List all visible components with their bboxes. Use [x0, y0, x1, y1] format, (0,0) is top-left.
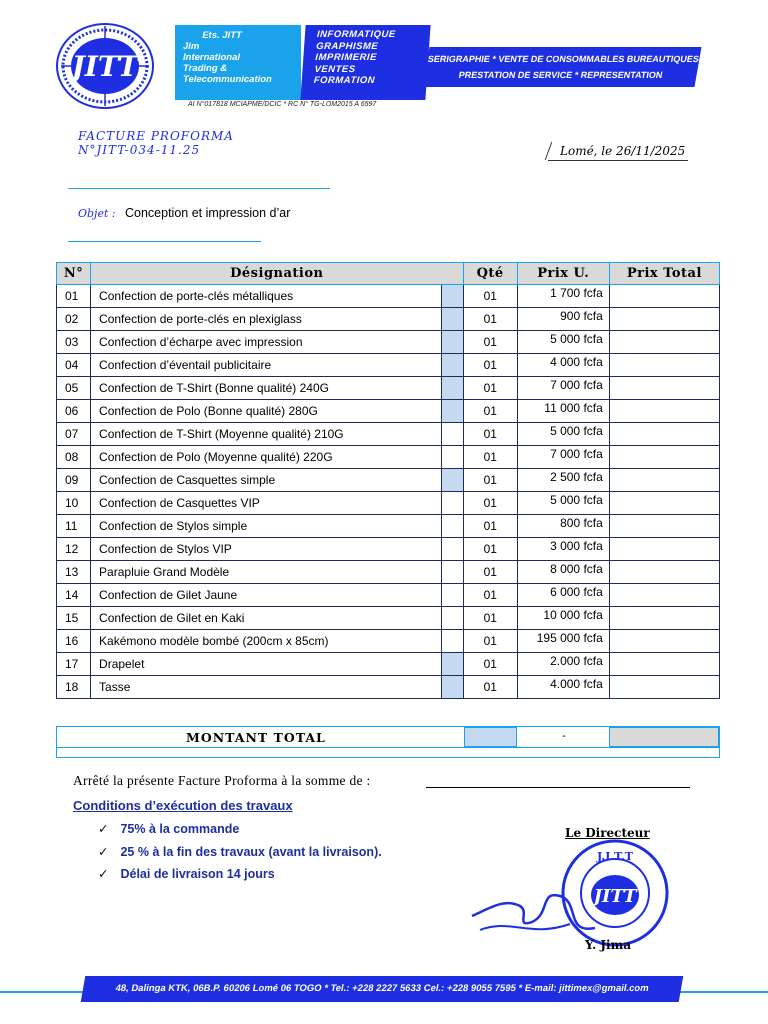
row-num: 06 [57, 400, 91, 423]
row-unit-price: 6 000 fcfa [517, 584, 609, 607]
row-unit-price: 800 fcfa [517, 515, 609, 538]
row-designation: Confection de Gilet Jaune [91, 584, 442, 607]
row-total-price [609, 653, 719, 676]
row-num: 05 [57, 377, 91, 400]
row-num: 17 [57, 653, 91, 676]
table-row [57, 630, 720, 653]
row-qty: 01 [463, 331, 517, 354]
row-unit-price: 2.000 fcfa [517, 653, 609, 676]
row-designation: Confection de porte-clés en plexiglass [91, 308, 442, 331]
row-unit-price: 1 700 fcfa [517, 285, 609, 308]
row-qty: 01 [463, 676, 517, 699]
row-unit-price: 4 000 fcfa [517, 354, 609, 377]
row-num: 10 [57, 492, 91, 515]
row-total-price [609, 446, 719, 469]
row-qty: 01 [463, 630, 517, 653]
activities-banner [422, 47, 701, 87]
row-designation: Confection de Stylos simple [91, 515, 442, 538]
row-designation: Tasse [91, 676, 442, 699]
row-spacer [441, 423, 463, 446]
company-line: Ets. JITT [202, 30, 242, 41]
condition-text: 75% à la commande [120, 822, 240, 836]
row-qty: 01 [463, 400, 517, 423]
row-total-price [609, 354, 719, 377]
row-spacer [441, 538, 463, 561]
conditions-title: Conditions d’exécution des travaux [73, 798, 293, 813]
place-date: Lomé, le 26/11/2025 [560, 144, 686, 158]
row-total-price [609, 561, 719, 584]
row-qty: 01 [463, 538, 517, 561]
table-row [57, 400, 720, 423]
row-qty: 01 [463, 561, 517, 584]
row-total-price [609, 584, 719, 607]
row-unit-price: 195 000 fcfa [517, 630, 609, 653]
row-num: 04 [57, 354, 91, 377]
row-total-price [609, 308, 719, 331]
row-num: 16 [57, 630, 91, 653]
row-designation: Confection de T-Shirt (Moyenne qualité) 210G [91, 423, 442, 446]
total-unit-price: - [562, 730, 566, 742]
table-row [57, 308, 720, 331]
condition-text: 25 % à la fin des travaux (avant la livraison). [120, 845, 382, 859]
row-total-price [609, 630, 719, 653]
total-label: MONTANT TOTAL [186, 730, 326, 745]
row-unit-price: 7 000 fcfa [517, 377, 609, 400]
condition-item [98, 844, 382, 859]
row-total-price [609, 515, 719, 538]
row-total-price [609, 607, 719, 630]
row-total-price [609, 538, 719, 561]
row-qty: 01 [463, 308, 517, 331]
objet-label: Objet : [78, 207, 116, 220]
table-row [57, 607, 720, 630]
table-row [57, 492, 720, 515]
row-spacer [441, 400, 463, 423]
row-designation: Confection d’éventail publicitaire [91, 354, 442, 377]
row-total-price [609, 377, 719, 400]
total-qty-cell [464, 727, 517, 747]
table-row [57, 515, 720, 538]
row-unit-price: 10 000 fcfa [517, 607, 609, 630]
condition-text: Délai de livraison 14 jours [120, 867, 275, 881]
row-total-price [609, 400, 719, 423]
row-spacer [441, 492, 463, 515]
col-header-num: N° [57, 263, 91, 285]
row-designation: Confection de Polo (Moyenne qualité) 220G [91, 446, 442, 469]
row-spacer [441, 561, 463, 584]
row-designation: Confection de Stylos VIP [91, 538, 442, 561]
date-underline [548, 160, 688, 161]
row-spacer [441, 676, 463, 699]
row-unit-price: 900 fcfa [517, 308, 609, 331]
service-line: GRAPHISME [315, 40, 379, 52]
row-unit-price: 5 000 fcfa [517, 492, 609, 515]
row-designation: Confection de Polo (Bonne qualité) 280G [91, 400, 442, 423]
row-unit-price: 11 000 fcfa [517, 400, 609, 423]
row-spacer [441, 607, 463, 630]
row-unit-price: 4.000 fcfa [517, 676, 609, 699]
row-spacer [441, 354, 463, 377]
row-spacer [441, 446, 463, 469]
row-qty: 01 [463, 446, 517, 469]
row-spacer [441, 653, 463, 676]
col-header-designation: Désignation [91, 263, 464, 285]
row-unit-price: 5 000 fcfa [517, 423, 609, 446]
company-line: Telecommunication [183, 74, 272, 85]
total-footer-row [56, 748, 720, 758]
row-total-price [609, 676, 719, 699]
row-qty: 01 [463, 584, 517, 607]
check-icon: ✓ [98, 845, 109, 859]
table-row [57, 331, 720, 354]
table-row [57, 354, 720, 377]
row-qty: 01 [463, 423, 517, 446]
table-row [57, 469, 720, 492]
row-designation: Confection de porte-clés métalliques [91, 285, 442, 308]
row-num: 07 [57, 423, 91, 446]
row-designation: Parapluie Grand Modèle [91, 561, 442, 584]
row-total-price [609, 285, 719, 308]
row-num: 09 [57, 469, 91, 492]
row-qty: 01 [463, 377, 517, 400]
row-qty: 01 [463, 469, 517, 492]
row-qty: 01 [463, 285, 517, 308]
activities-line: SERIGRAPHIE * VENTE DE CONSOMMABLES BUREAUTIQUES [427, 54, 700, 64]
check-icon: ✓ [98, 867, 109, 881]
row-num: 14 [57, 584, 91, 607]
company-line: International [183, 52, 241, 63]
footer-address: 48, Dalinga KTK, 06B.P. 60206 Lomé 06 TOGO * Tel.: +228 2227 5633 Cel.: +228 9055 7595 * E-mail: jittimex@gmail.com [81, 976, 684, 1002]
logo-text: JITT [71, 50, 139, 83]
row-num: 18 [57, 676, 91, 699]
objet-divider [68, 241, 261, 242]
date-divider [545, 142, 553, 160]
row-designation: Confection de Gilet en Kaki [91, 607, 442, 630]
row-total-price [609, 331, 719, 354]
row-unit-price: 8 000 fcfa [517, 561, 609, 584]
row-spacer [441, 308, 463, 331]
row-spacer [441, 331, 463, 354]
table-row [57, 584, 720, 607]
row-qty: 01 [463, 653, 517, 676]
registration-info: AI N°017818 MCIAPME/DCIC * RC N° TG-LOM2015 A 6597 [188, 101, 377, 108]
condition-item [98, 821, 239, 836]
row-num: 01 [57, 285, 91, 308]
row-spacer [441, 630, 463, 653]
table-row [57, 377, 720, 400]
document-number: N°JITT-034-11.25 [78, 143, 201, 157]
row-designation: Kakémono modèle bombé (200cm x 85cm) [91, 630, 442, 653]
stamp-text: J.I.T.T [597, 850, 633, 863]
document-title: FACTURE PROFORMA [78, 129, 234, 143]
director-title: Le Directeur [565, 826, 650, 840]
service-line: FORMATION [313, 75, 376, 86]
table-row [57, 653, 720, 676]
row-designation: Confection de Casquettes simple [91, 469, 442, 492]
row-qty: 01 [463, 354, 517, 377]
row-qty: 01 [463, 607, 517, 630]
title-divider [68, 188, 330, 189]
row-spacer [441, 515, 463, 538]
arrete-text: Arrêté la présente Facture Proforma à la somme de : [73, 773, 371, 788]
company-line: Trading & [183, 63, 228, 74]
objet-value: Conception et impression d’ar [125, 206, 291, 220]
row-spacer [441, 377, 463, 400]
row-unit-price: 3 000 fcfa [517, 538, 609, 561]
company-line: Jim [183, 41, 200, 52]
row-num: 03 [57, 331, 91, 354]
row-designation: Confection d’écharpe avec impression [91, 331, 442, 354]
row-num: 02 [57, 308, 91, 331]
row-spacer [441, 285, 463, 308]
row-total-price [609, 469, 719, 492]
row-num: 08 [57, 446, 91, 469]
row-total-price [609, 423, 719, 446]
document-title-block [78, 129, 234, 157]
row-designation: Confection de Casquettes VIP [91, 492, 442, 515]
total-price-cell [609, 727, 719, 747]
row-unit-price: 5 000 fcfa [517, 331, 609, 354]
row-designation: Confection de T-Shirt (Bonne qualité) 240G [91, 377, 442, 400]
amount-line [426, 787, 690, 788]
col-header-pu: Prix U. [517, 263, 609, 285]
stamp-logo-text: JITT [593, 886, 637, 907]
company-name-box [175, 25, 301, 100]
row-spacer [441, 469, 463, 492]
condition-item [98, 866, 275, 881]
signer-name: Y. Jima [585, 938, 632, 952]
table-row [57, 423, 720, 446]
service-line: IMPRIMERIE [314, 52, 378, 63]
service-line: VENTES [314, 63, 356, 75]
items-table [56, 262, 720, 699]
row-designation: Drapelet [91, 653, 442, 676]
activities-line: PRESTATION DE SERVICE * REPRESENTATION [457, 70, 664, 80]
row-unit-price: 2 500 fcfa [517, 469, 609, 492]
table-header-row [57, 263, 720, 285]
table-row [57, 285, 720, 308]
row-qty: 01 [463, 515, 517, 538]
row-qty: 01 [463, 492, 517, 515]
table-row [57, 676, 720, 699]
row-num: 11 [57, 515, 91, 538]
row-num: 13 [57, 561, 91, 584]
check-icon: ✓ [98, 822, 109, 836]
row-num: 15 [57, 607, 91, 630]
table-row [57, 446, 720, 469]
service-line: INFORMATIQUE [316, 29, 396, 40]
company-logo [55, 22, 155, 110]
row-num: 12 [57, 538, 91, 561]
row-spacer [441, 584, 463, 607]
table-row [57, 538, 720, 561]
col-header-pt: Prix Total [609, 263, 719, 285]
row-total-price [609, 492, 719, 515]
col-header-qte: Qté [463, 263, 517, 285]
row-unit-price: 7 000 fcfa [517, 446, 609, 469]
services-box [300, 25, 430, 100]
table-row [57, 561, 720, 584]
